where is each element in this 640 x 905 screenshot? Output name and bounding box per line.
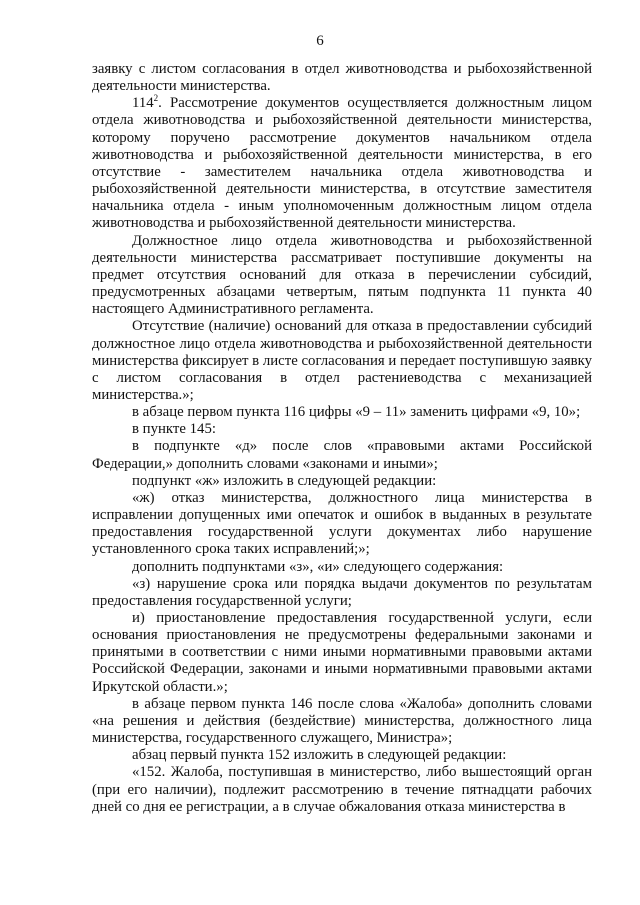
paragraph: абзац первый пункта 152 изложить в следующей редакции: xyxy=(132,747,507,764)
paragraph-number: 114 xyxy=(132,95,154,112)
paragraph: подпункт «ж» изложить в следующей редакции: xyxy=(132,472,437,489)
paragraph: «з) нарушение срока или порядка выдачи документов по результатам предоставления государственной услуги; xyxy=(92,575,592,609)
paragraph: «152. Жалоба, поступившая в министерство, либо вышестоящий орган (при его наличии), подлежит рассмотрению в течение пятнадцати рабочих дней со дня ее регистрации, а в случае обжалования отказа министерства в xyxy=(92,764,592,815)
paragraph-text: . Рассмотрение документов осуществляется должностным лицом отдела животноводства и рыбохозяйственной деятельности министерства, которому поручено рассмотрение документов начальником отдела животноводства и рыбохозяйственной деятельности министерства, в его отсутствие - заместителем начальника отдела животноводства и рыбохозяйственной деятельности министерства, в отсутствие заместителя начальника отдела - иным уполномоченным должностным лицом отдела животноводства и рыбохозяйственной деятельности министерства. xyxy=(92,95,592,232)
paragraph: и) приостановление предоставления государственной услуги, если основания приостановления не предусмотрены федеральными законами и принятыми в соответствии с ними иными нормативными правовыми актами Российской Федерации, законами и иными нормативными правовыми актами Иркутской области.»; xyxy=(92,610,592,695)
paragraph: дополнить подпунктами «з», «и» следующего содержания: xyxy=(132,558,504,575)
paragraph: Должностное лицо отдела животноводства и рыбохозяйственной деятельности министерства рассматривает поступившие документы на предмет отсутствия оснований для отказа в перечислении субсидий, предусмотренных абзацами четвертым, пятым подпункта 11 пункта 40 настоящего Административного регламента. xyxy=(92,232,592,318)
page-number: 6 xyxy=(316,33,324,49)
paragraph: «ж) отказ министерства, должностного лица министерства в исправлении допущенных ими опечаток и ошибок в выданных в результате предоставления государственной услуги документах либо нарушение установленного срока таких исправлений;»; xyxy=(92,489,592,558)
paragraph: заявку с листом согласования в отдел животноводства и рыбохозяйственной деятельности министерства. xyxy=(92,61,592,95)
paragraph-114-2 xyxy=(92,95,592,232)
paragraph: в абзаце первом пункта 116 цифры «9 – 11» заменить цифрами «9, 10»; xyxy=(132,404,581,421)
paragraph: в подпункте «д» после слов «правовыми актами Российской Федерации,» дополнить словами «законами и иными»; xyxy=(92,438,592,472)
paragraph: Отсутствие (наличие) оснований для отказа в предоставлении субсидий должностное лицо отдела животноводства и рыбохозяйственной деятельности министерства фиксирует в листе согласования и передает поступившую заявку с листом согласования в отдел растениеводства с механизацией министерства.»; xyxy=(92,318,592,403)
paragraph: в пункте 145: xyxy=(132,421,216,438)
paragraph: в абзаце первом пункта 146 после слова «Жалоба» дополнить словами «на решения и действия (бездействие) министерства, должностного лица министерства, государственного служащего, Министра»; xyxy=(92,695,592,747)
document-body xyxy=(92,61,592,816)
paragraph-number-superscript: 2 xyxy=(153,93,159,104)
